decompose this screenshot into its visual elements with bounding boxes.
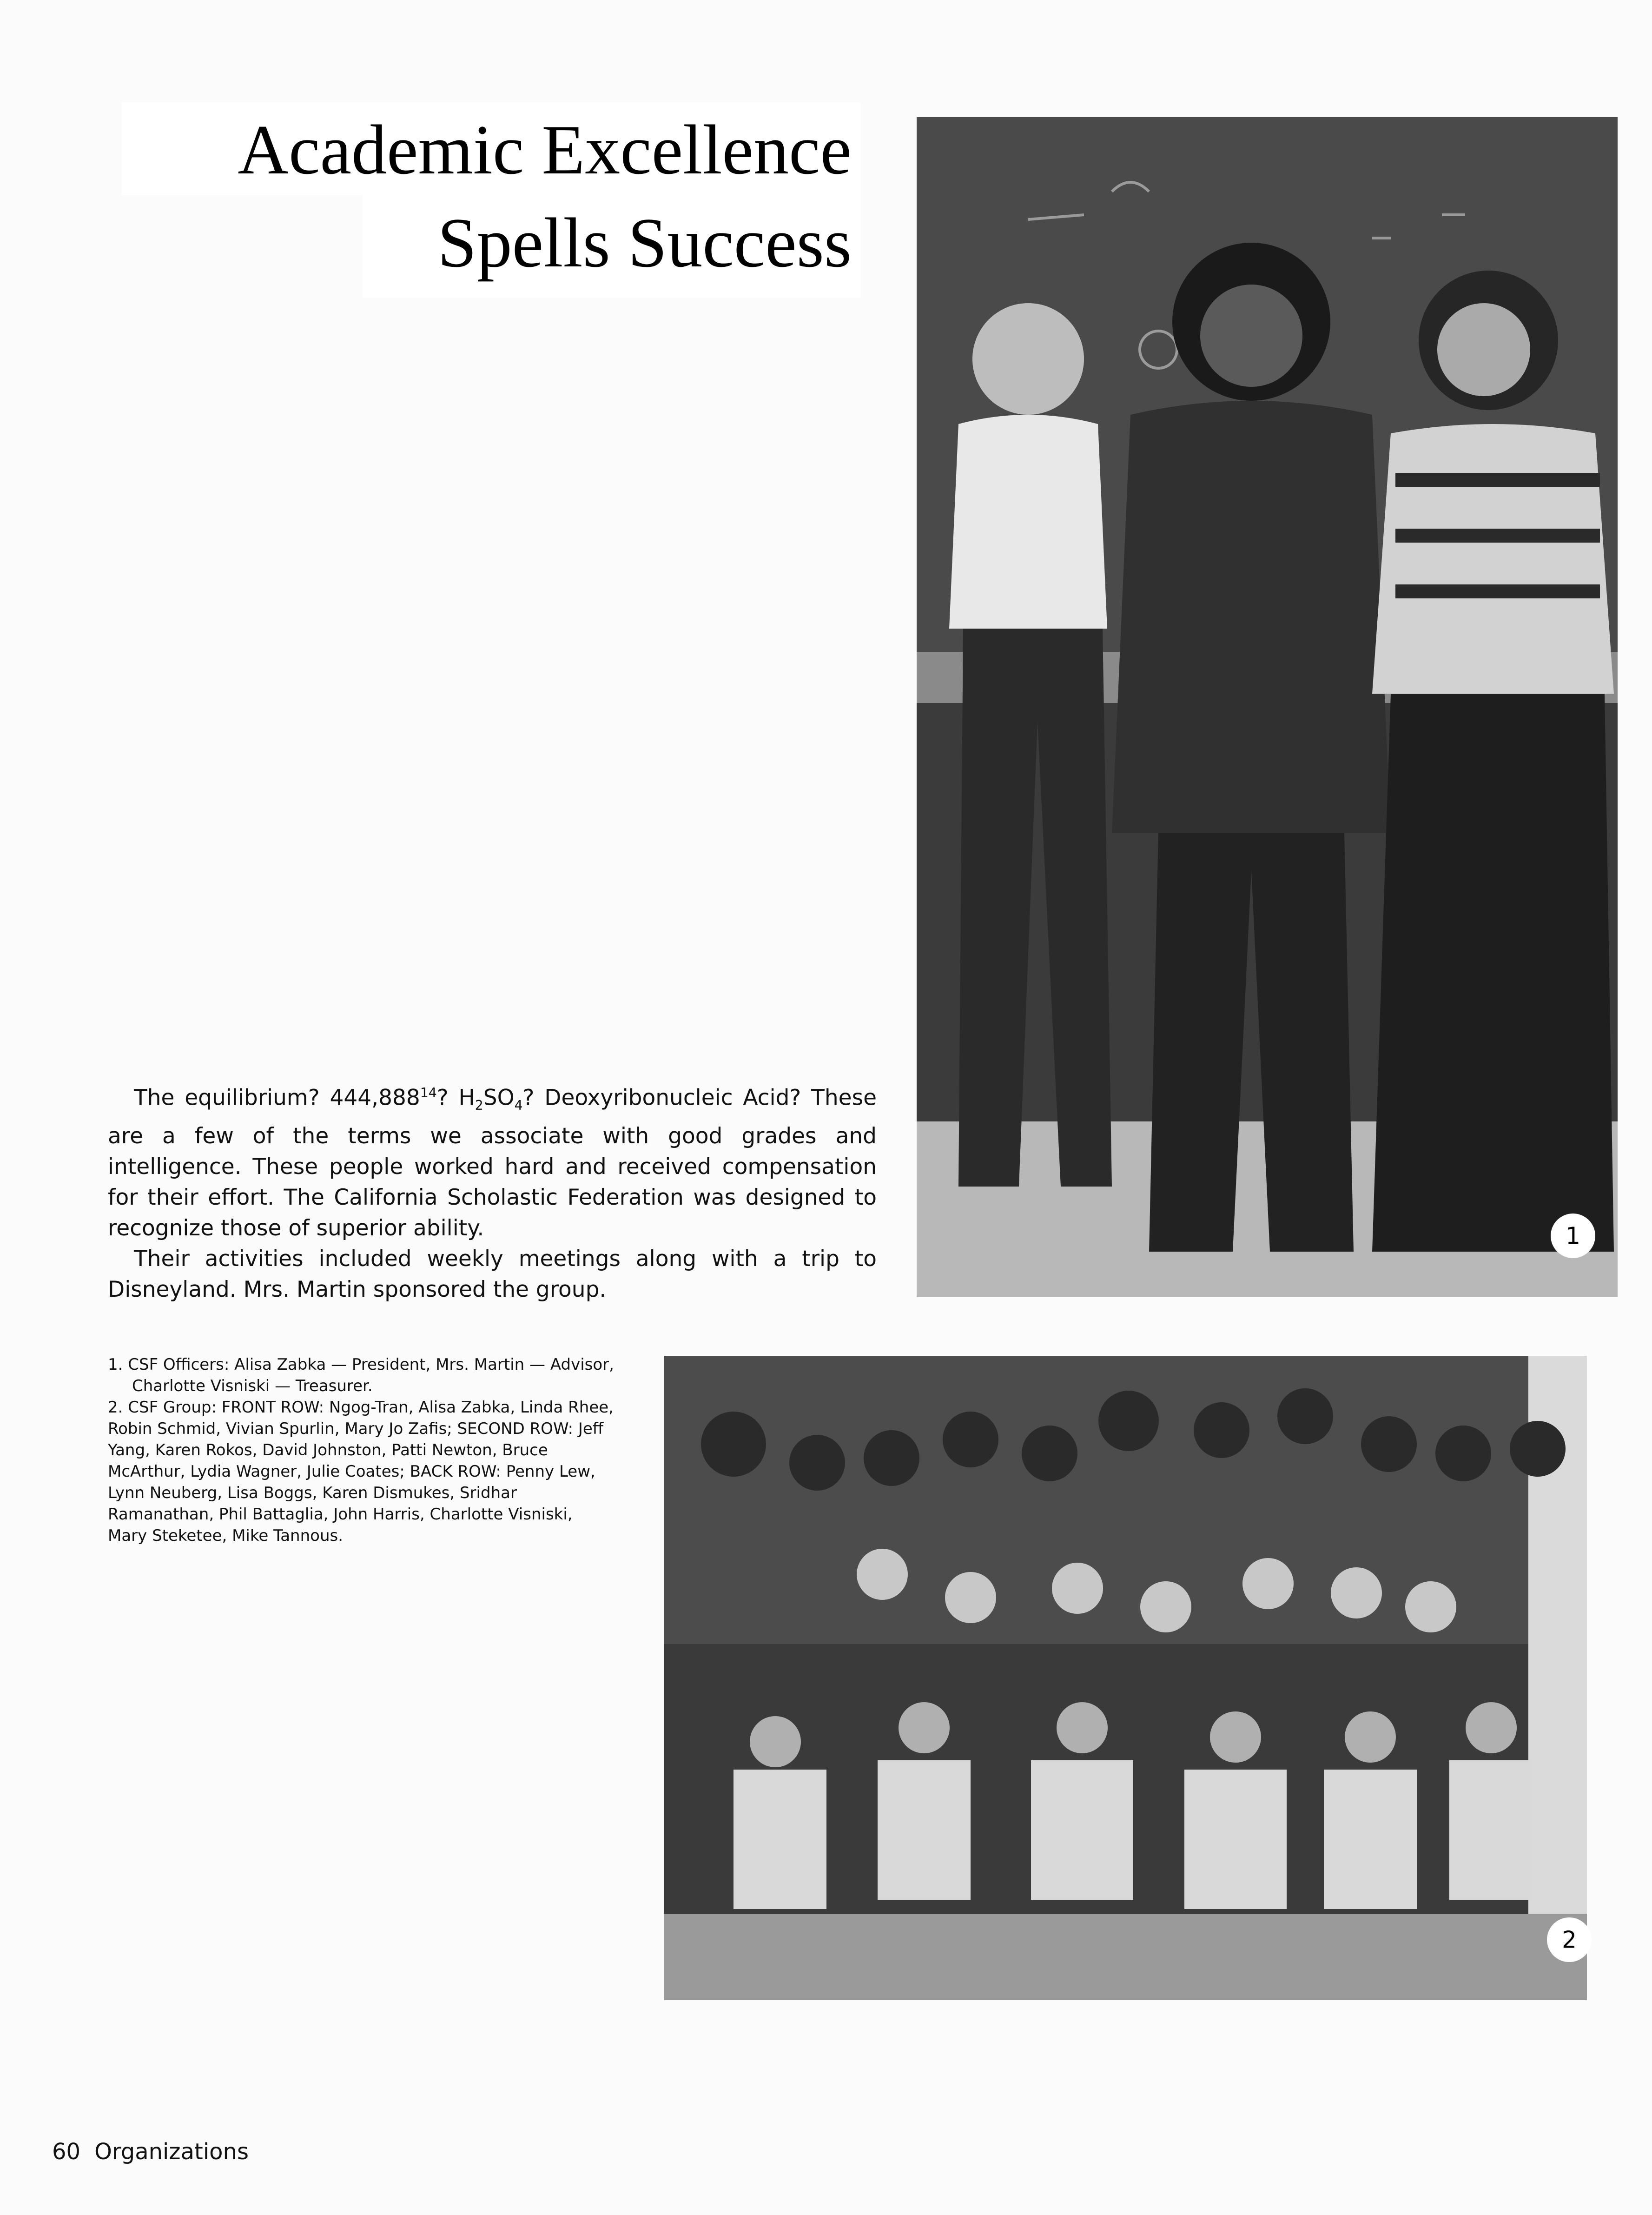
photo-captions [108,1354,615,1546]
photo-1-number-badge: 1 [1551,1214,1595,1258]
officers-photo-illustration [917,117,1618,1297]
intro-text-segment: ? H [436,1085,475,1111]
intro-paragraph-2: Their activities included weekly meetings along with a trip to Disneyland. Mrs. Martin sponsored the group. [108,1246,877,1303]
intro-text-segment: ? Deoxyribonucleic Acid? These are a few of the terms we associate with good grades and intelligence. These people worked hard and received compensation for their effort. The California Scholastic Federation was designed to recognize those of superior ability. [108,1085,877,1241]
intro-text-segment: The equilibrium? 444,888 [134,1085,420,1111]
title-line-2-box [363,195,861,298]
group-photo [664,1356,1587,2000]
page-title-line-1: Academic Excellence [238,111,852,189]
subscript: 4 [514,1098,523,1114]
subscript: 2 [475,1098,483,1114]
group-photo-illustration [664,1356,1587,2000]
page-number: 60 [52,2139,81,2165]
title-line-1-box [122,102,861,195]
caption-1: 1. CSF Officers: Alisa Zabka — President, Mrs. Martin — Advisor, Charlotte Visniski — Treasurer. [108,1355,614,1395]
caption-2: 2. CSF Group: FRONT ROW: Ngog-Tran, Alisa Zabka, Linda Rhee, Robin Schmid, Vivian Spurlin, Mary Jo Zafis; SECOND ROW: Jeff Yang, Karen Rokos, David Johnston, Patti Newton, Bruce McArthur, Lydia Wagner, Julie Coates; BACK ROW: Penny Lew, Lynn Neuberg, Lisa Boggs, Karen Dismukes, Sridhar Ramanathan, Phil Battaglia, John Harris, Charlotte Visniski, Mary Steketee, Mike Tannous. [108,1398,614,1545]
superscript: 14 [420,1085,437,1101]
section-name: Organizations [94,2139,249,2165]
officers-photo [917,117,1618,1297]
intro-text [108,1078,877,1305]
photo-2-number-badge: 2 [1547,1917,1592,1962]
intro-paragraph-1 [108,1078,877,1244]
intro-text-segment: SO [483,1085,515,1111]
page-footer [52,2138,249,2166]
page-title-line-2: Spells Success [437,204,852,282]
